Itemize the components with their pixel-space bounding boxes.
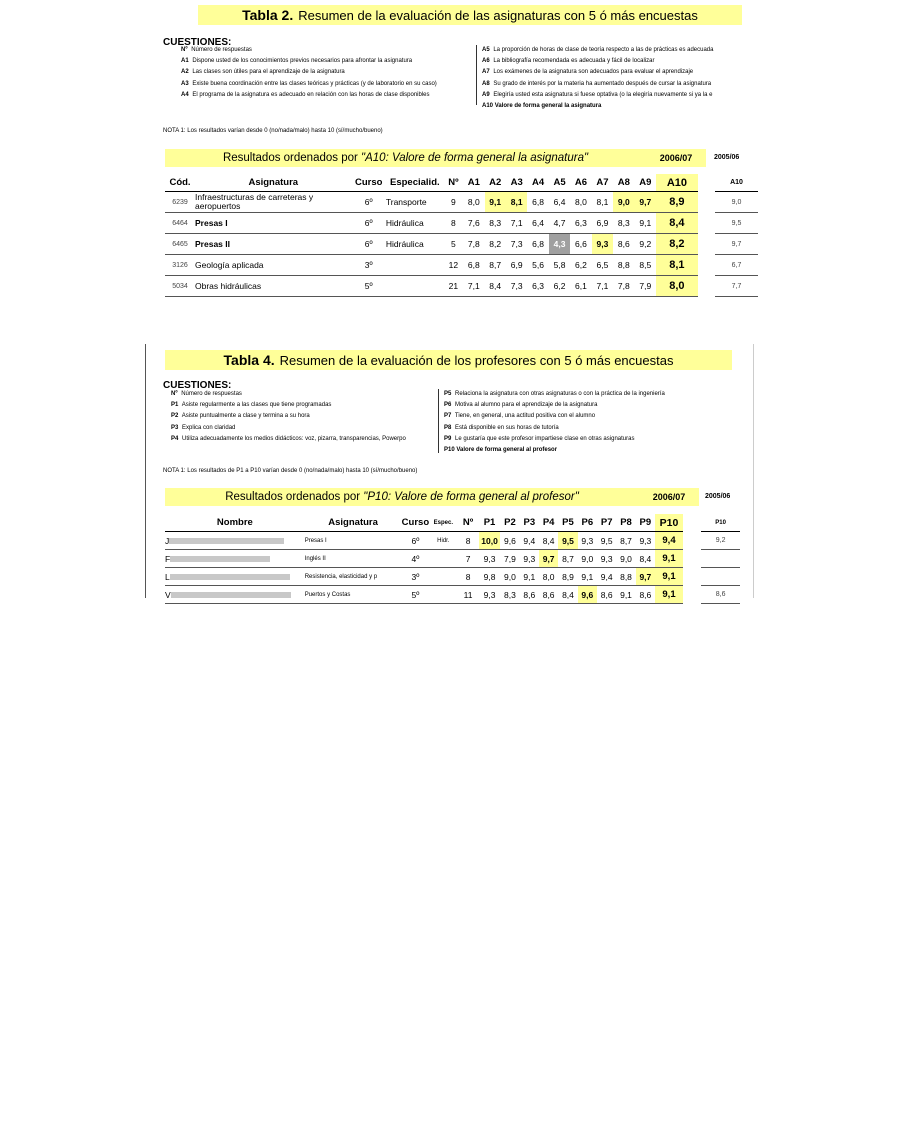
cell-a2: 8,2	[485, 234, 506, 255]
cell-a3: 7,3	[506, 276, 527, 297]
cell-n: 8	[457, 568, 478, 586]
cell-esp: Hidr.	[429, 532, 457, 550]
table4-year-prev: 2005/06	[705, 493, 731, 500]
question-item: P1 Asiste regularmente a las clases que tiene programadas	[171, 402, 332, 409]
cell-esp	[386, 255, 444, 276]
cell-p5: 8,4	[558, 586, 577, 604]
col-header: Nº	[457, 514, 478, 532]
table4-label: Tabla 4.	[223, 352, 275, 368]
cell-asignatura: Presas I	[305, 532, 402, 550]
table4-title-bar	[165, 350, 732, 370]
cell-curso: 6º	[352, 192, 386, 213]
name-initial: L	[165, 571, 170, 582]
cell-a4: 6,8	[527, 192, 548, 213]
cell-a8: 8,6	[613, 234, 634, 255]
cell-a5: 4,3	[549, 234, 570, 255]
cell-n: 5	[444, 234, 463, 255]
cell-p1: 10,0	[479, 532, 500, 550]
cell-curso: 6º	[401, 532, 429, 550]
question-item: P3 Explica con claridad	[171, 424, 236, 431]
cell-a5: 5,8	[549, 255, 570, 276]
cell-gap	[683, 532, 701, 550]
col-header: A1	[463, 174, 484, 192]
table-header-row	[165, 174, 758, 192]
cell-a8: 9,0	[613, 192, 634, 213]
cell-n: 21	[444, 276, 463, 297]
cell-prev: 9,2	[701, 532, 740, 550]
cell-p3: 9,3	[520, 550, 539, 568]
redacted-name	[170, 574, 290, 580]
cell-esp: Hidráulica	[386, 234, 444, 255]
cell-p4: 9,7	[539, 550, 558, 568]
table2-label: Tabla 2.	[242, 7, 294, 23]
cell-p6: 9,6	[578, 586, 597, 604]
col-header: Espec.	[429, 514, 457, 532]
cell-n: 7	[457, 550, 478, 568]
cell-n: 9	[444, 192, 463, 213]
cell-a7: 6,5	[592, 255, 613, 276]
cell-asignatura: Presas I	[195, 213, 352, 234]
table2-results-prefix: Resultados ordenados por	[222, 152, 362, 164]
cell-gap	[698, 213, 715, 234]
cell-gap	[683, 568, 701, 586]
question-item: A7 Los exámenes de la asignatura son adecuados para evaluar el aprendizaje	[482, 69, 694, 76]
cell-p1: 9,3	[479, 550, 500, 568]
cell-gap	[698, 255, 715, 276]
cell-nombre	[165, 568, 305, 586]
question-item: P6 Motiva al alumno para el aprendizaje de la asignatura	[444, 402, 598, 409]
cell-asignatura: Puertos y Costas	[305, 586, 402, 604]
col-header: A9	[635, 174, 656, 192]
question-item: A8 Su grado de interés por la materia ha aumentado después de cursar la asignatura	[482, 80, 712, 87]
table-row	[165, 550, 740, 568]
table-header-row	[165, 514, 740, 532]
cell-p7: 8,6	[597, 586, 616, 604]
col-header: P7	[597, 514, 616, 532]
cell-a3: 6,9	[506, 255, 527, 276]
table-row	[165, 255, 758, 276]
table4-questions-divider	[438, 389, 439, 453]
cell-asignatura: Presas II	[195, 234, 352, 255]
cell-gap	[683, 586, 701, 604]
col-header: A8	[613, 174, 634, 192]
name-initial: V	[165, 589, 171, 600]
col-header: A5	[549, 174, 570, 192]
cell-asignatura: Inglés II	[305, 550, 402, 568]
col-header: P1	[479, 514, 500, 532]
question-item: A6 La bibliografía recomendada es adecuada y fácil de localizar	[482, 58, 655, 65]
cell-a9: 9,7	[635, 192, 656, 213]
cell-p10: 9,1	[655, 568, 683, 586]
redacted-name	[171, 592, 291, 598]
col-header: A10	[656, 174, 698, 192]
question-item: P9 Le gustaría que este profesor impartiese clase en otras asignaturas	[444, 435, 635, 442]
col-header: Nombre	[165, 514, 305, 532]
cell-n: 8	[457, 532, 478, 550]
table4-results-emph: "P10: Valore de forma general al profesor"	[363, 491, 579, 503]
cell-prev: 9,5	[715, 213, 758, 234]
cell-a3: 7,3	[506, 234, 527, 255]
question-item: A5 La proporción de horas de clase de teoría respecto a las de prácticas es adecuada	[482, 47, 714, 53]
cell-a6: 8,0	[570, 192, 591, 213]
table2-title: Resumen de la evaluación de las asignaturas con 5 ó más encuestas	[298, 7, 698, 23]
cell-a10: 8,4	[656, 213, 698, 234]
cell-p10: 9,1	[655, 550, 683, 568]
cell-a1: 7,6	[463, 213, 484, 234]
cell-p1: 9,8	[479, 568, 500, 586]
cell-p3: 8,6	[520, 586, 539, 604]
cell-a2: 8,3	[485, 213, 506, 234]
col-header: A2	[485, 174, 506, 192]
redacted-name	[169, 538, 284, 544]
table-row	[165, 192, 758, 213]
table4-title: Resumen de la evaluación de los profesores con 5 ó más encuestas	[279, 352, 674, 368]
question-item: A4 El programa de la asignatura es adecuado en relación con las horas de clase disponibles	[181, 91, 430, 98]
cell-a2: 8,7	[485, 255, 506, 276]
cell-prev: 9,7	[715, 234, 758, 255]
cell-gap	[698, 192, 715, 213]
col-header: P3	[520, 514, 539, 532]
cell-cod: 6239	[165, 192, 195, 213]
cell-a5: 6,2	[549, 276, 570, 297]
cell-prev	[701, 568, 740, 586]
cell-nombre	[165, 586, 305, 604]
cell-p5: 8,9	[558, 568, 577, 586]
cell-asignatura: Obras hidráulicas	[195, 276, 352, 297]
question-item: A3 Existe buena coordinación entre las clases teóricas y prácticas (y de laboratorio en su caso)	[181, 80, 437, 87]
cell-p2: 9,6	[500, 532, 519, 550]
table4-questions-left	[171, 389, 436, 445]
col-header: P10	[655, 514, 683, 532]
cell-a8: 7,8	[613, 276, 634, 297]
table-row	[165, 213, 758, 234]
cell-cod: 6465	[165, 234, 195, 255]
col-header: Nº	[444, 174, 463, 192]
cell-a10: 8,2	[656, 234, 698, 255]
col-header: P9	[636, 514, 655, 532]
cell-esp: Hidráulica	[386, 213, 444, 234]
cell-a2: 9,1	[485, 192, 506, 213]
table2-results	[165, 174, 758, 297]
cell-a4: 5,6	[527, 255, 548, 276]
cell-a7: 9,3	[592, 234, 613, 255]
cell-esp	[429, 586, 457, 604]
table2-results-emph: "A10: Valore de forma general la asignatura"	[361, 152, 589, 164]
cell-a1: 7,1	[463, 276, 484, 297]
question-item: A10 Valore de forma general la asignatura	[482, 103, 602, 110]
cell-a9: 9,2	[635, 234, 656, 255]
cell-p8: 9,0	[616, 550, 635, 568]
cell-a3: 7,1	[506, 213, 527, 234]
cell-nombre	[165, 550, 305, 568]
table-row	[165, 568, 740, 586]
cell-p6: 9,0	[578, 550, 597, 568]
table-row	[165, 234, 758, 255]
question-item: P5 Relaciona la asignatura con otras asignaturas o con la práctica de la ingeniería	[444, 391, 665, 397]
cell-a7: 6,9	[592, 213, 613, 234]
cell-a6: 6,2	[570, 255, 591, 276]
redacted-name	[170, 556, 270, 562]
question-item: A1 Dispone usted de los conocimientos previos necesarios para afrontar la asignatura	[181, 58, 413, 65]
cell-p4: 8,4	[539, 532, 558, 550]
col-header: P8	[616, 514, 635, 532]
cell-a4: 6,4	[527, 213, 548, 234]
cell-curso: 6º	[352, 213, 386, 234]
table2-cuestiones-heading: CUESTIONES:	[163, 37, 232, 48]
cell-p9: 9,3	[636, 532, 655, 550]
table2-note: NOTA 1: Los resultados varían desde 0 (no/nada/malo) hasta 10 (sí/mucho/bueno)	[163, 128, 383, 134]
col-header: Curso	[401, 514, 429, 532]
page-right-border	[753, 344, 754, 598]
table-row	[165, 532, 740, 550]
cell-cod: 6464	[165, 213, 195, 234]
cell-curso: 5º	[401, 586, 429, 604]
cell-a5: 4,7	[549, 213, 570, 234]
table4-cuestiones-heading: CUESTIONES:	[163, 380, 232, 391]
cell-a8: 8,3	[613, 213, 634, 234]
table4-results-bar	[165, 488, 699, 506]
cell-p5: 8,7	[558, 550, 577, 568]
cell-a4: 6,8	[527, 234, 548, 255]
cell-p2: 9,0	[500, 568, 519, 586]
cell-p5: 9,5	[558, 532, 577, 550]
cell-asignatura: Resistencia, elasticidad y p	[305, 568, 402, 586]
cell-a1: 6,8	[463, 255, 484, 276]
col-gap	[698, 174, 715, 192]
table2-questions-divider	[476, 45, 477, 105]
cell-curso: 3º	[401, 568, 429, 586]
cell-curso: 6º	[352, 234, 386, 255]
cell-a9: 9,1	[635, 213, 656, 234]
cell-p3: 9,1	[520, 568, 539, 586]
cell-esp	[429, 568, 457, 586]
cell-a10: 8,9	[656, 192, 698, 213]
name-initial: J	[165, 535, 170, 546]
cell-p10: 9,4	[655, 532, 683, 550]
cell-a6: 6,1	[570, 276, 591, 297]
question-item: Nº Número de respuestas	[171, 391, 242, 397]
cell-p9: 9,7	[636, 568, 655, 586]
col-header: A3	[506, 174, 527, 192]
cell-curso: 5º	[352, 276, 386, 297]
cell-a6: 6,6	[570, 234, 591, 255]
cell-asignatura: Infraestructuras de carreteras y aeropuertos	[195, 192, 352, 213]
name-initial: F	[165, 553, 171, 564]
col-header: P2	[500, 514, 519, 532]
cell-a2: 8,4	[485, 276, 506, 297]
cell-curso: 4º	[401, 550, 429, 568]
cell-p6: 9,3	[578, 532, 597, 550]
cell-a8: 8,8	[613, 255, 634, 276]
question-item: A9 Elegiría usted esta asignatura si fuese optativa (o la elegiría nuevamente si ya la e	[482, 91, 713, 98]
cell-gap	[698, 276, 715, 297]
cell-a9: 8,5	[635, 255, 656, 276]
cell-p2: 8,3	[500, 586, 519, 604]
cell-a1: 8,0	[463, 192, 484, 213]
col-header: Asignatura	[195, 174, 352, 192]
cell-p10: 9,1	[655, 586, 683, 604]
cell-asignatura: Geología aplicada	[195, 255, 352, 276]
question-item: P2 Asiste puntualmente a clase y termina a su hora	[171, 413, 310, 420]
table2-year-prev: 2005/06	[714, 154, 740, 161]
cell-curso: 3º	[352, 255, 386, 276]
cell-p3: 9,4	[520, 532, 539, 550]
cell-prev: 6,7	[715, 255, 758, 276]
cell-p4: 8,6	[539, 586, 558, 604]
question-item: P4 Utiliza adecuadamente los medios didácticos: voz, pizarra, transparencias, Powerpo	[171, 435, 406, 442]
col-header: A10	[715, 174, 758, 192]
question-item: P7 Tiene, en general, una actitud positiva con el alumno	[444, 413, 596, 420]
cell-p9: 8,4	[636, 550, 655, 568]
cell-p8: 8,8	[616, 568, 635, 586]
cell-a1: 7,8	[463, 234, 484, 255]
table4-note: NOTA 1: Los resultados de P1 a P10 varían desde 0 (no/nada/malo) hasta 10 (sí/mucho/bueno)	[163, 468, 418, 474]
table2-questions-right	[482, 45, 750, 112]
cell-n: 12	[444, 255, 463, 276]
cell-a10: 8,1	[656, 255, 698, 276]
page-left-border	[145, 344, 146, 598]
col-gap	[683, 514, 701, 532]
cell-p2: 7,9	[500, 550, 519, 568]
col-header: Asignatura	[305, 514, 402, 532]
table4-year-current: 2006/07	[652, 492, 686, 502]
cell-n: 11	[457, 586, 478, 604]
cell-a10: 8,0	[656, 276, 698, 297]
cell-a6: 6,3	[570, 213, 591, 234]
table4-questions-right	[444, 389, 744, 456]
question-item: P10 Valore de forma general al profesor	[444, 447, 558, 454]
cell-gap	[683, 550, 701, 568]
cell-p7: 9,3	[597, 550, 616, 568]
cell-p8: 8,7	[616, 532, 635, 550]
table4-results	[165, 514, 740, 604]
cell-p6: 9,1	[578, 568, 597, 586]
cell-cod: 3126	[165, 255, 195, 276]
cell-a9: 7,9	[635, 276, 656, 297]
cell-esp	[429, 550, 457, 568]
col-header: P10	[701, 514, 740, 532]
cell-a3: 8,1	[506, 192, 527, 213]
cell-prev	[701, 550, 740, 568]
cell-cod: 5034	[165, 276, 195, 297]
col-header: P6	[578, 514, 597, 532]
cell-p4: 8,0	[539, 568, 558, 586]
cell-esp	[386, 276, 444, 297]
col-header: Cód.	[165, 174, 195, 192]
question-item: P8 Está disponible en sus horas de tutoría	[444, 424, 559, 431]
cell-p1: 9,3	[479, 586, 500, 604]
col-header: A7	[592, 174, 613, 192]
col-header: Especialid.	[386, 174, 444, 192]
table2-results-bar	[165, 149, 706, 167]
cell-prev: 9,0	[715, 192, 758, 213]
cell-a5: 6,4	[549, 192, 570, 213]
table2-year-current: 2006/07	[659, 153, 693, 163]
table-row	[165, 586, 740, 604]
table2-questions-left	[181, 45, 471, 101]
col-header: P5	[558, 514, 577, 532]
cell-prev: 8,6	[701, 586, 740, 604]
table-row	[165, 276, 758, 297]
cell-a4: 6,3	[527, 276, 548, 297]
col-header: Curso	[352, 174, 386, 192]
cell-a7: 8,1	[592, 192, 613, 213]
cell-p8: 9,1	[616, 586, 635, 604]
table4-results-prefix: Resultados ordenados por	[225, 491, 364, 503]
cell-gap	[698, 234, 715, 255]
cell-a7: 7,1	[592, 276, 613, 297]
col-header: A6	[570, 174, 591, 192]
col-header: P4	[539, 514, 558, 532]
cell-nombre	[165, 532, 305, 550]
table2-title-bar	[198, 5, 742, 25]
cell-p7: 9,5	[597, 532, 616, 550]
cell-n: 8	[444, 213, 463, 234]
cell-p9: 8,6	[636, 586, 655, 604]
cell-esp: Transporte	[386, 192, 444, 213]
question-item: A2 Las clases son útiles para el aprendizaje de la asignatura	[181, 69, 345, 76]
question-item: Nº Número de respuestas	[181, 47, 252, 53]
cell-prev: 7,7	[715, 276, 758, 297]
cell-p7: 9,4	[597, 568, 616, 586]
col-header: A4	[527, 174, 548, 192]
